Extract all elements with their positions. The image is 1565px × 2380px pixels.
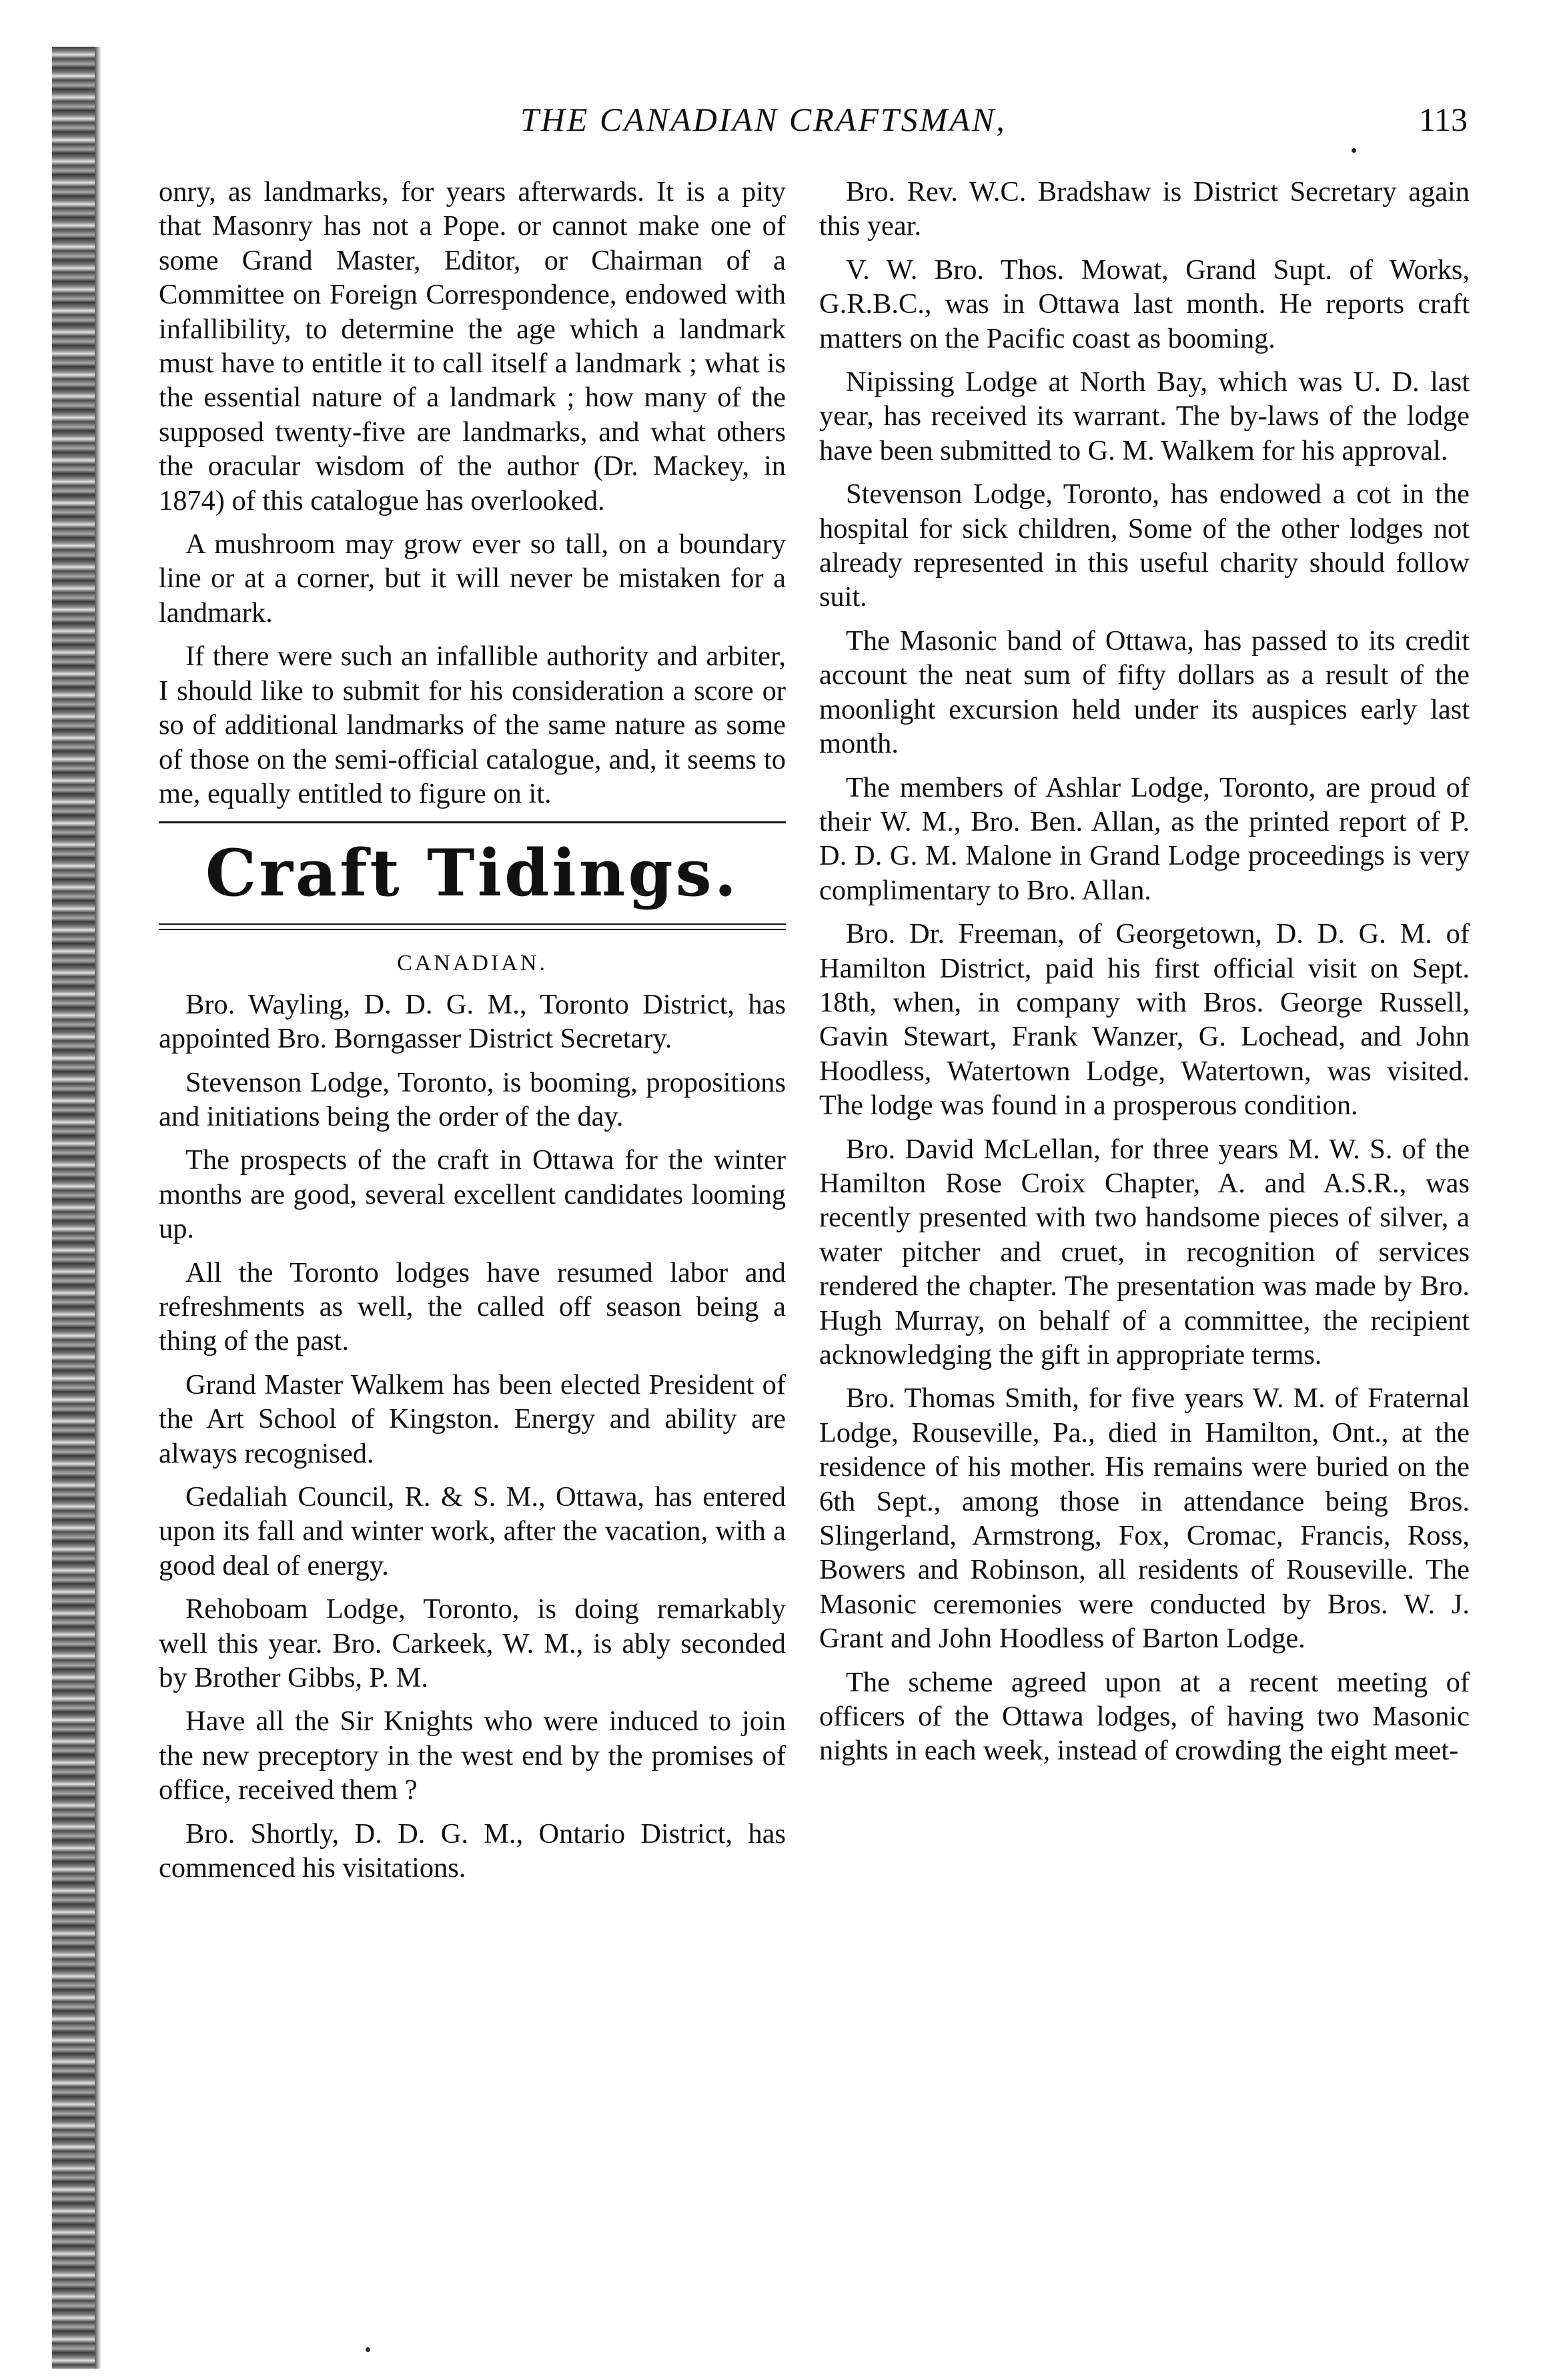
binding-gutter xyxy=(95,47,101,2369)
tiding-paragraph: V. W. Bro. Thos. Mowat, Grand Supt. of Works, G.R.B.C., was in Ottawa last month. He reports craft matters on the Pacific coast as booming. xyxy=(819,254,1470,354)
section-heading-block xyxy=(159,821,786,930)
tiding-paragraph: Bro. Rev. W.C. Bradshaw is District Secretary again this year. xyxy=(819,176,1470,242)
tiding-paragraph: Bro. David McLellan, for three years M. W. S. of the Hamilton Rose Croix Chapter, A. and A.S.R., was recently presented with two handsome pieces of silver, a water pitcher and cruet, in recognition of services rendered the chapter. The presentation was made by Bro. Hugh Murray, on behalf of a committee, the recipient acknowledging the gift in appropriate terms. xyxy=(819,1133,1470,1370)
tiding-paragraph: Stevenson Lodge, Toronto, is booming, propositions and initiations being the order of the day. xyxy=(159,1066,786,1132)
tiding-paragraph: Bro. Wayling, D. D. G. M., Toronto District, has appointed Bro. Borngasser District Secretary. xyxy=(159,988,786,1055)
tiding-paragraph: All the Toronto lodges have resumed labor and refreshments as well, the called off season being a thing of the past. xyxy=(159,1256,786,1357)
tiding-paragraph: Bro. Shortly, D. D. G. M., Ontario District, has commenced his visitations. xyxy=(159,1818,786,1884)
intro-paragraph-1: onry, as landmarks, for years afterwards. It is a pity that Masonry has not a Pope. or cannot make one of some Grand Master, Editor, or Chairman of a Committee on Foreign Correspondence, endowed with infallibility, to determine the age which a landmark must have to entitle it to call itself a landmark ; what is the essential nature of a landmark ; how many of the supposed twenty-five are landmarks, and what others the oracular wisdom of the author (Dr. Mackey, in 1874) of this catalogue has overlooked. xyxy=(159,176,786,516)
tiding-paragraph: The scheme agreed upon at a recent meeting of officers of the Ottawa lodges, of having two Masonic nights in each week, instead of crowding the eight meet- xyxy=(819,1666,1470,1767)
tiding-paragraph: Rehoboam Lodge, Toronto, is doing remarkably well this year. Bro. Carkeek, W. M., is ably seconded by Brother Gibbs, P. M. xyxy=(159,1593,786,1694)
tiding-paragraph: Bro. Dr. Freeman, of Georgetown, D. D. G. M. of Hamilton District, paid his first official visit on Sept. 18th, when, in company with Bros. George Russell, Gavin Stewart, Frank Wanzer, G. Lochead, and John Hoodless, Watertown Lodge, Watertown, was visited. The lodge was found in a prosperous condition. xyxy=(819,918,1470,1122)
tiding-paragraph: Have all the Sir Knights who were induced to join the new preceptory in the west end by the promises of office, received them ? xyxy=(159,1705,786,1806)
tiding-paragraph: Nipissing Lodge at North Bay, which was U. D. last year, has received its warrant. The by-laws of the lodge have been submitted to G. M. Walkem for his approval. xyxy=(819,366,1470,466)
print-speck xyxy=(366,2347,370,2352)
intro-paragraph-2: A mushroom may grow ever so tall, on a boundary line or at a corner, but it will never be mistaken for a landmark. xyxy=(159,528,786,629)
tiding-paragraph: Gedaliah Council, R. & S. M., Ottawa, has entered upon its fall and winter work, after the vacation, with a good deal of energy. xyxy=(159,1481,786,1581)
section-title: Craft Tidings. xyxy=(205,835,740,911)
tiding-paragraph: The Masonic band of Ottawa, has passed to its credit account the neat sum of fifty dollars as a result of the moonlight excursion held under its auspices early last month. xyxy=(819,625,1470,760)
binding-edge-shadow xyxy=(52,47,95,2369)
section-label: CANADIAN. xyxy=(397,951,548,976)
tiding-paragraph: The members of Ashlar Lodge, Toronto, are proud of their W. M., Bro. Ben. Allan, as the printed report of P. D. D. G. M. Malone in Grand Lodge proceedings is very complimentary to Bro. Allan. xyxy=(819,771,1470,906)
print-speck xyxy=(1352,148,1356,153)
page-header xyxy=(507,100,1468,153)
intro-paragraph-3: If there were such an infallible authority and arbiter, I should like to submit for his consideration a score or so of additional landmarks of the same nature as some of those on the semi-official catalogue, and, it seems to me, equally entitled to figure on it. xyxy=(159,641,786,809)
tiding-paragraph: Bro. Thomas Smith, for five years W. M. of Fraternal Lodge, Rouseville, Pa., died in Hamilton, Ont., at the residence of his mother. His remains were buried on the 6th Sept., among those in attendance being Bros. Slingerland, Armstrong, Fox, Cromac, Francis, Ross, Bowers and Robinson, all residents of Rouseville. The Masonic ceremonies were conducted by Bros. W. J. Grant and John Hoodless of Barton Lodge. xyxy=(819,1382,1470,1655)
right-column xyxy=(819,175,1470,1777)
tiding-paragraph: Stevenson Lodge, Toronto, has endowed a cot in the hospital for sick children, Some of the other lodges not already represented in this useful charity should follow suit. xyxy=(819,478,1470,613)
tiding-paragraph: The prospects of the craft in Ottawa for the winter months are good, several excellent candidates looming up. xyxy=(159,1144,786,1245)
tiding-paragraph: Grand Master Walkem has been elected President of the Art School of Kingston. Energy and ability are always recognised. xyxy=(159,1368,786,1469)
running-title: THE CANADIAN CRAFTSMAN, xyxy=(520,101,1007,138)
left-column xyxy=(159,175,786,1894)
page-number: 113 xyxy=(1418,101,1468,138)
section-rule-bottom-2 xyxy=(159,929,786,930)
